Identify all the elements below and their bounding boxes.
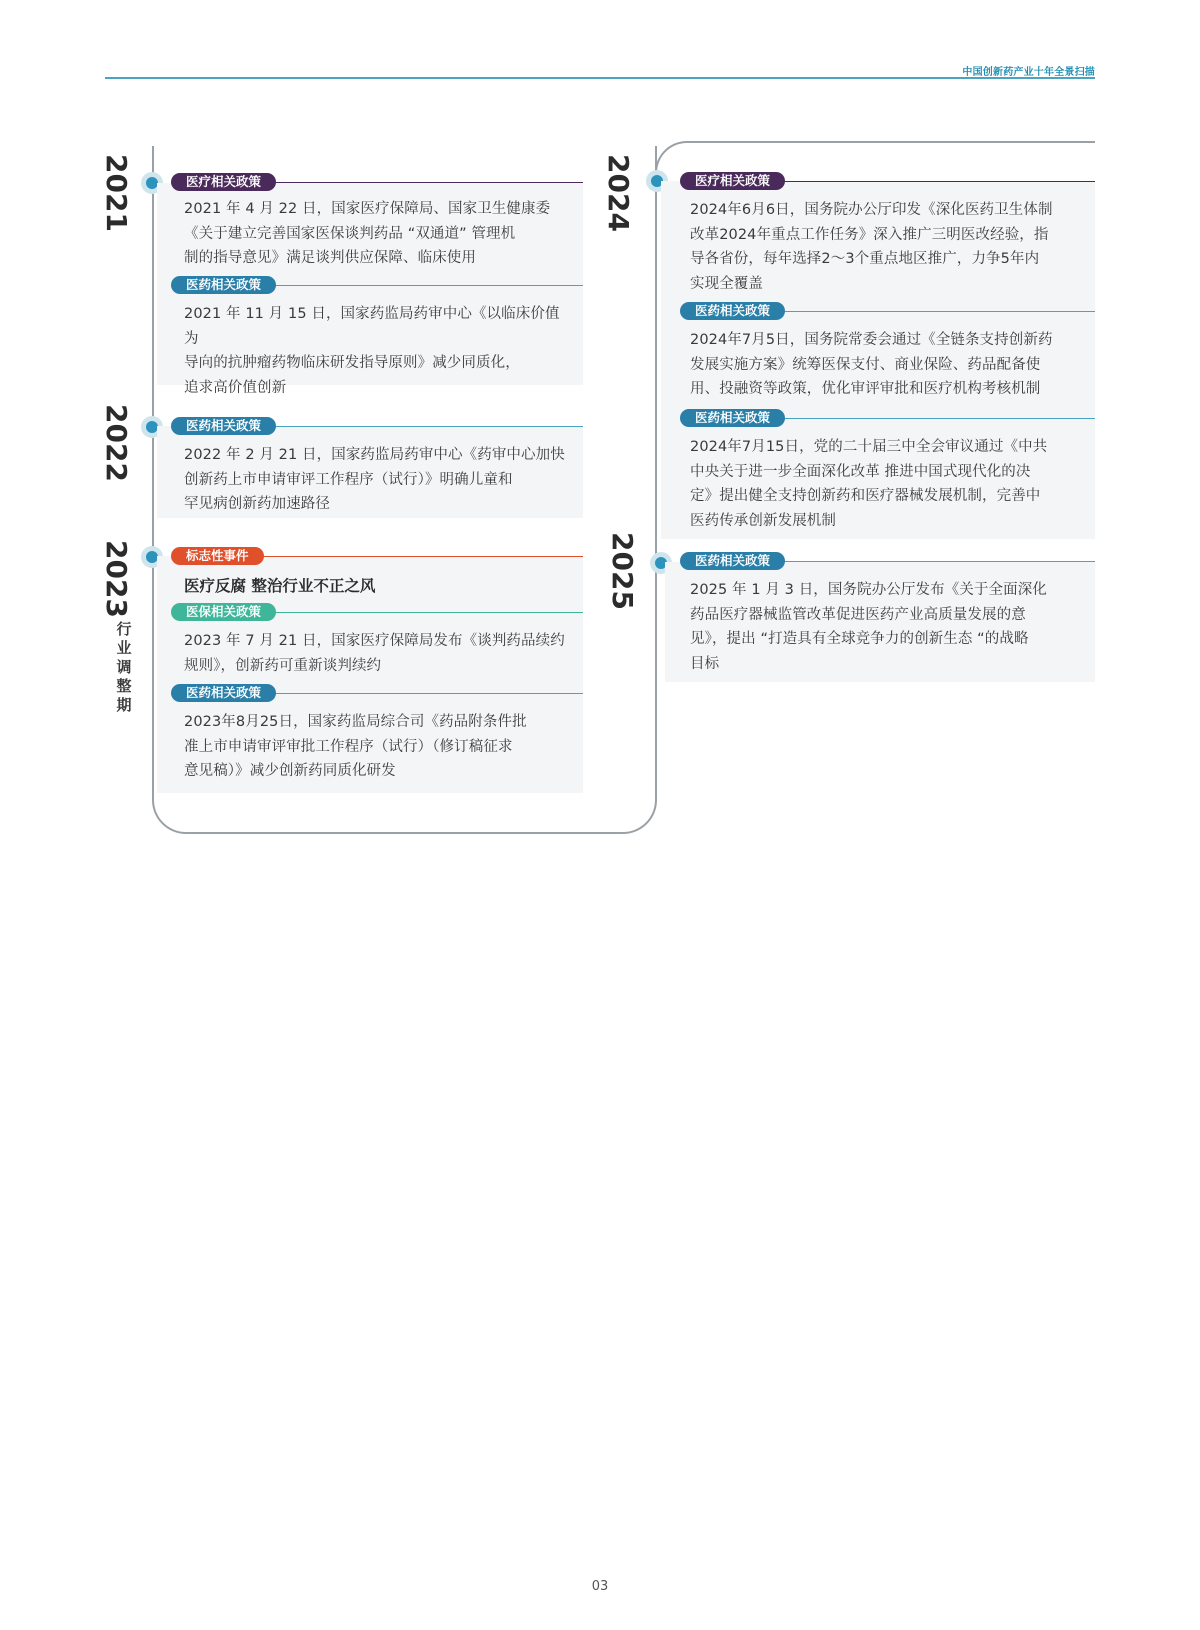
tag-drug-policy: 医药相关政策	[171, 276, 276, 294]
tag-drug-policy: 医药相关政策	[171, 417, 276, 435]
event-text: 2025 年 1 月 3 日，国务院办公厅发布《关于全面深化 药品医疗器械监管改革促进医药产业高质量发展的意 见》，提出 “打造具有全球竞争力的创新生态 “的战略 目标	[690, 582, 1047, 672]
event-text: 2023年8月25日，国家药监局综合司《药品附条件批 准上市申请审评审批工作程序（试行）（修订稿征求 意见稿）》减少创新药同质化研发	[184, 714, 527, 779]
tag-medical-policy: 医疗相关政策	[171, 173, 276, 191]
tag-line	[260, 426, 583, 427]
tag-line	[260, 693, 583, 694]
event-text: 2024年7月15日，党的二十届三中全会审议通过《中共 中央关于进一步全面深化改革 推进中国式现代化的决 定》提出健全支持创新药和医疗器械发展机制，完善中 医药传承创新发展机制	[690, 439, 1048, 529]
tag-medical-policy: 医疗相关政策	[680, 172, 785, 190]
tag-line	[765, 311, 1095, 312]
tag-line	[765, 181, 1095, 182]
event-text: 2021 年 11 月 15 日，国家药监局药审中心《以临床价值为 导向的抗肿瘤药物临床研发指导原则》减少同质化， 追求高价值创新	[184, 306, 560, 396]
event-text: 2021 年 4 月 22 日，国家医疗保障局、国家卫生健康委 《关于建立完善国家医保谈判药品 “双通道” 管理机 制的指导意见》满足谈判供应保障、临床使用	[184, 201, 551, 266]
header-divider	[105, 77, 1095, 79]
tag-line	[260, 182, 583, 183]
year-label-2024: 2024	[602, 154, 635, 232]
tag-landmark-event: 标志性事件	[171, 547, 264, 565]
tag-drug-policy: 医药相关政策	[680, 409, 785, 427]
page-number: 03	[591, 1579, 609, 1594]
event-text: 2023 年 7 月 21 日，国家医疗保障局发布《谈判药品续约 规则》，创新药可重新谈判续约	[184, 633, 565, 674]
event-text: 2024年6月6日，国务院办公厅印发《深化医药卫生体制 改革2024年重点工作任务》深入推广三明医改经验，指 导各省份，每年选择2～3个重点地区推广，力争5年内 实现全覆盖	[690, 202, 1053, 292]
tag-drug-policy: 医药相关政策	[680, 552, 785, 570]
tag-drug-policy: 医药相关政策	[680, 302, 785, 320]
tag-line	[260, 612, 583, 613]
tag-line	[260, 556, 583, 557]
event-headline: 医疗反腐 整治行业不正之风	[184, 577, 376, 595]
year-label-2025: 2025	[606, 532, 639, 610]
year-label-2022: 2022	[100, 404, 133, 482]
tag-line	[765, 561, 1095, 562]
report-title: 中国创新药产业十年全景扫描	[962, 67, 1095, 78]
tag-line	[765, 418, 1095, 419]
tag-drug-policy: 医药相关政策	[171, 684, 276, 702]
year-label-2023: 2023	[100, 540, 133, 618]
year-label-2021: 2021	[100, 154, 133, 232]
tag-insurance-policy: 医保相关政策	[171, 603, 276, 621]
event-text: 2024年7月5日，国务院常委会通过《全链条支持创新药 发展实施方案》统筹医保支付、商业保险、药品配备使 用、投融资等政策，优化审评审批和医疗机构考核机制	[690, 332, 1053, 397]
tag-line	[260, 285, 583, 286]
event-text: 2022 年 2 月 21 日，国家药监局药审中心《药审中心加快 创新药上市申请审评工作程序（试行）》明确儿童和 罕见病创新药加速路径	[184, 447, 565, 512]
phase-label: 行业调整期	[116, 620, 132, 714]
